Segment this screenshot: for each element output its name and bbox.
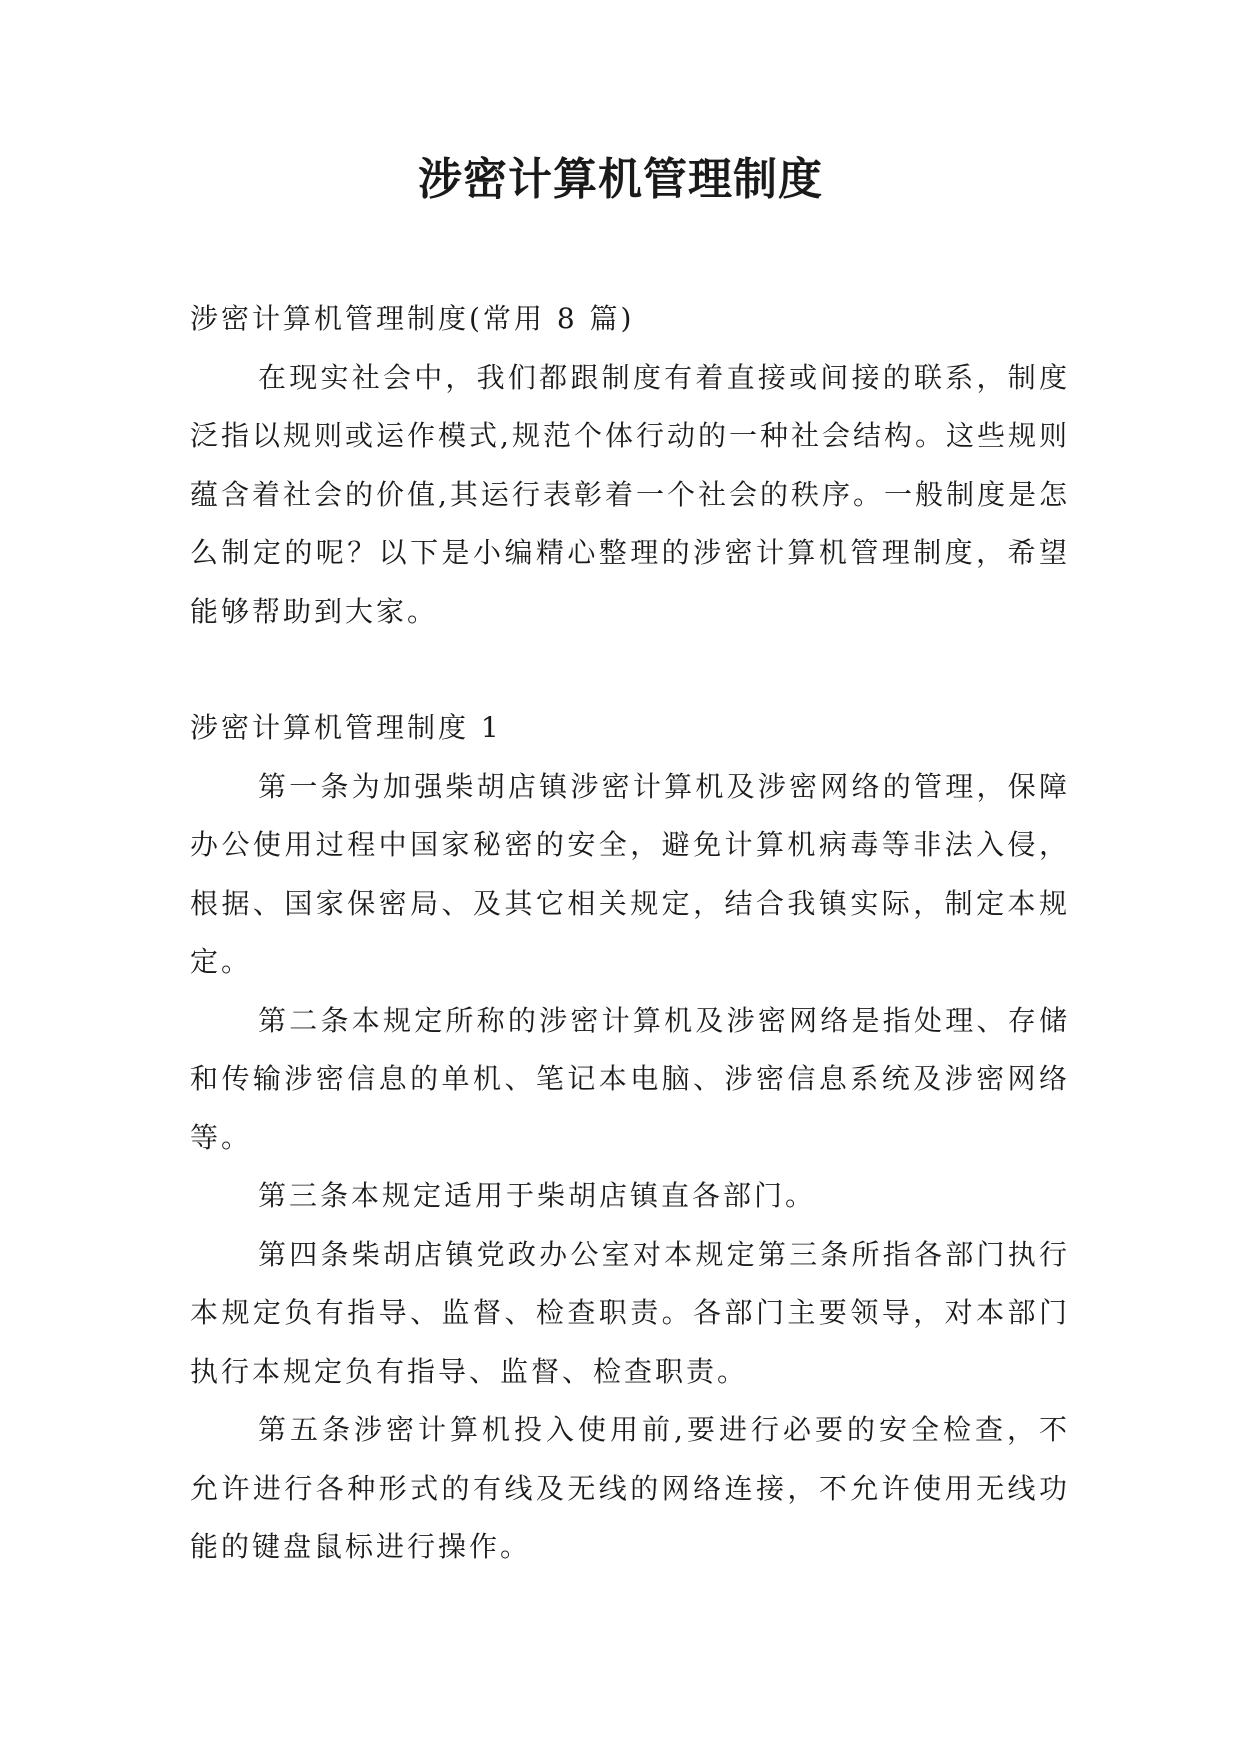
intro-paragraph: 在现实社会中，我们都跟制度有着直接或间接的联系，制度泛指以规则或运作模式,规范个体行动的一种社会结构。这些规则蕴含着社会的价值,其运行表彰着一个社会的秩序。一般制度是怎么制定的呢？以下是小编精心整理的涉密计算机管理制度，希望能够帮助到大家。 <box>190 360 1070 628</box>
article-paragraph-3: 第三条本规定适用于柴胡店镇直各部门。 <box>258 1179 817 1212</box>
document-body <box>190 290 1070 1577</box>
article-paragraph-1: 第一条为加强柴胡店镇涉密计算机及涉密网络的管理，保障办公使用过程中国家秘密的安全，避免计算机病毒等非法入侵，根据、国家保密局、及其它相关规定，结合我镇实际，制定本规定。 <box>190 769 1070 978</box>
article-paragraph-2: 第二条本规定所称的涉密计算机及涉密网络是指处理、存储和传输涉密信息的单机、笔记本电脑、涉密信息系统及涉密网络等。 <box>190 1003 1070 1154</box>
article-paragraph-4: 第四条柴胡店镇党政办公室对本规定第三条所指各部门执行本规定负有指导、监督、检查职责。各部门主要领导，对本部门执行本规定负有指导、监督、检查职责。 <box>190 1237 1070 1388</box>
document-title: 涉密计算机管理制度 <box>418 154 823 205</box>
section-heading: 涉密计算机管理制度 1 <box>190 711 502 744</box>
article-paragraph-5: 第五条涉密计算机投入使用前,要进行必要的安全检查，不允许进行各种形式的有线及无线的网络连接，不允许使用无线功能的键盘鼠标进行操作。 <box>190 1413 1070 1563</box>
section-spacer <box>190 641 1070 699</box>
document-subtitle: 涉密计算机管理制度(常用 8 篇) <box>190 302 635 335</box>
